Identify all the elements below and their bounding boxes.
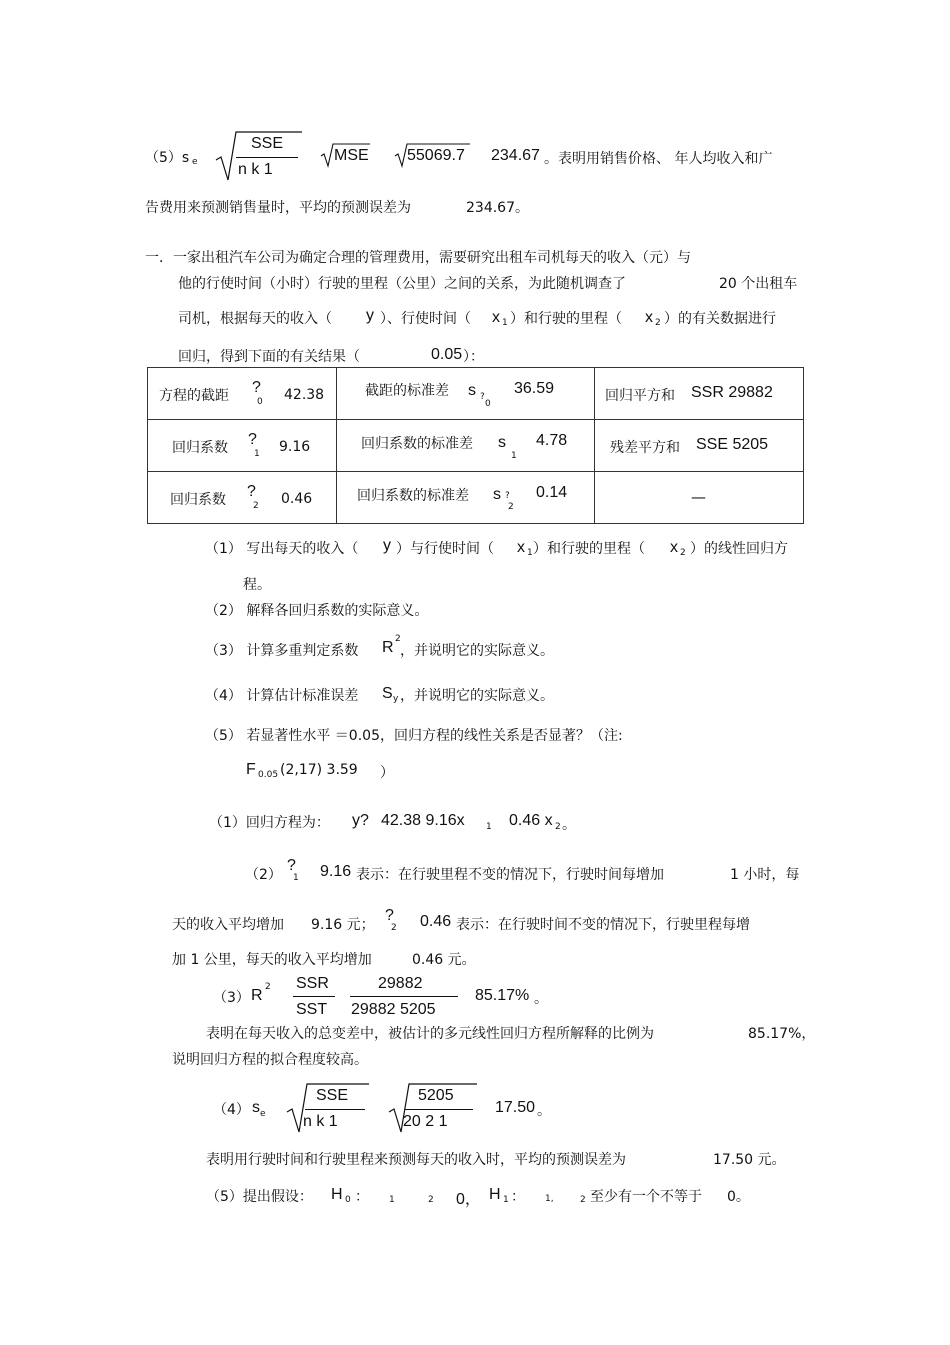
q5-text-a: （5） 若显著性水平 ＝0.05，回归方程的线性关系是否显著？（注:	[205, 728, 623, 744]
problem-var-x1-sub: 1	[502, 318, 508, 328]
coef2-label: 回归系数	[170, 492, 226, 508]
intercept-se-label: 截距的标准差	[365, 383, 449, 399]
problem-line1: 一．一家出租汽车公司为确定合理的管理费用，需要研究出租车司机每天的收入（元）与	[145, 250, 691, 266]
a2-line3-val: 0.46 元。	[412, 952, 476, 968]
q5-F-value: (2,17) 3.59	[280, 762, 358, 778]
beta0-sub: 0	[257, 397, 263, 407]
q1-var-x2: x	[670, 539, 678, 556]
q4-S: S	[382, 685, 393, 702]
table-cell	[337, 472, 595, 524]
a3-den2: 29882 5205	[351, 1001, 436, 1018]
se-symbol: s	[468, 382, 476, 399]
part5-text-after: 。表明用销售价格、 年人均收入和广	[544, 151, 773, 167]
ssr-label: 回归平方和	[605, 388, 675, 404]
a2-text1: 表示：在行驶里程不变的情况下，行驶时间每增加	[356, 867, 664, 883]
a4-num2: 5205	[418, 1087, 454, 1104]
problem-line3a: 司机，根据每天的收入（	[178, 311, 332, 327]
se2-sub-2: 2	[508, 502, 514, 512]
q5-F-sub: 0.05	[258, 770, 279, 780]
q4-S-sub: y	[393, 694, 399, 704]
a5-label: （5）提出假设：	[206, 1189, 313, 1205]
a4-fraction-bar2	[405, 1109, 473, 1110]
se1-sub: 1	[511, 451, 517, 461]
part5-sub-e: e	[192, 157, 198, 167]
part5-line2-value: 234.67。	[466, 200, 529, 216]
coef2-se-value: 0.14	[536, 484, 568, 501]
q3-text-b: ，并说明它的实际意义。	[400, 643, 554, 659]
a1-label: （1）回归方程为：	[209, 815, 330, 831]
a5-H0-sub: 0	[345, 1195, 351, 1205]
a5-text: 至少有一个不等于	[590, 1189, 702, 1205]
coef2-value: 0.46	[281, 491, 313, 507]
a4-fraction-bar1	[305, 1109, 365, 1110]
a2-beta1-sub: 1	[293, 873, 299, 883]
q3-R: R	[382, 639, 394, 656]
q4-text-a: （4） 计算估计标准误差	[205, 688, 359, 704]
intercept-se-value: 36.59	[514, 380, 555, 397]
se-sub-0: 0	[485, 399, 491, 409]
a3-num1: SSR	[296, 975, 329, 992]
coef1-se-label: 回归系数的标准差	[361, 436, 473, 452]
intercept-label: 方程的截距	[159, 388, 229, 404]
a1-yhat: y?	[352, 812, 369, 829]
beta2-symbol: ?	[247, 483, 256, 500]
a3-line3: 说明回归方程的拟合程度较高。	[172, 1052, 368, 1068]
se2-symbol: s	[493, 486, 501, 503]
problem-var-x2-sub: 2	[655, 318, 661, 328]
problem-var-x2: x	[645, 309, 653, 326]
problem-line2b: 20 个出租车	[719, 276, 798, 292]
problem-var-y: y	[366, 307, 374, 324]
a4-s-sub: e	[260, 1109, 266, 1119]
a5-H1-sub: 1	[503, 1195, 509, 1205]
table-cell	[595, 368, 804, 420]
a5-H1: H	[489, 1186, 501, 1203]
a5-colon: ：	[355, 1189, 369, 1205]
se1-symbol: s	[498, 434, 506, 451]
q1-text-d: ）的线性回归方	[690, 541, 788, 557]
a1-sub1: 1	[486, 822, 492, 832]
a2-val2: 0.46	[420, 913, 452, 930]
q3-text-a: （3） 计算多重判定系数	[205, 643, 359, 659]
table-cell	[337, 368, 595, 420]
a3-end: 。	[534, 991, 548, 1007]
a2-label: （2）	[245, 867, 282, 883]
table-row	[148, 472, 804, 524]
a4-line2-val: 17.50 元。	[713, 1152, 786, 1168]
problem-line4a: 回归，得到下面的有关结果（	[178, 349, 360, 365]
table-cell	[148, 368, 337, 420]
empty-dash: —	[691, 488, 706, 506]
part5-label: （5）s	[145, 150, 190, 166]
a3-line2-val: 85.17%，	[748, 1026, 816, 1042]
a3-R-sup: 2	[265, 982, 271, 992]
a1-sub2: 2	[555, 822, 561, 832]
q2-text: （2） 解释各回归系数的实际意义。	[205, 603, 429, 619]
q1-text-a: （1） 写出每天的收入（	[205, 541, 359, 557]
a2-num: 1 小时，每	[730, 867, 800, 883]
a3-label: （3）	[213, 990, 250, 1006]
q5-end: ）	[380, 765, 394, 781]
q3-R-sup: 2	[395, 634, 401, 644]
a3-num2: 29882	[378, 975, 423, 992]
a5-colon2: ：	[511, 1189, 525, 1205]
q5-F: F	[246, 761, 256, 778]
a5-cond1: 1,	[545, 1194, 554, 1204]
frac-denominator-nk1: n k 1	[238, 161, 273, 178]
a5-beta1-sub: 1	[389, 1195, 395, 1205]
a4-label: （4）	[213, 1102, 250, 1118]
a2-line2-val: 9.16 元；	[311, 917, 375, 933]
sse-value: SSE 5205	[696, 436, 769, 453]
problem-line3d: ）的有关数据进行	[664, 311, 776, 327]
a2-beta1: ?	[287, 857, 296, 874]
q1-text-c: ）和行驶的里程（	[533, 541, 645, 557]
problem-line3b: ）、行使时间（	[380, 311, 471, 327]
a1-eq2: 0.46 x	[509, 812, 553, 829]
sse-label: 残差平方和	[610, 440, 680, 456]
a4-num1: SSE	[316, 1087, 349, 1104]
a2-text2: 表示：在行驶时间不变的情况下，行驶里程每增	[456, 917, 750, 933]
q1-var-x1: x	[517, 539, 525, 556]
a3-fraction-bar1	[293, 996, 335, 997]
part5-result: 234.67	[491, 147, 540, 164]
table-row	[148, 368, 804, 420]
se-sub-hat: ?	[480, 392, 485, 402]
q1-text-e: 程。	[243, 577, 271, 593]
problem-var-x1: x	[492, 309, 500, 326]
coef2-se-label: 回归系数的标准差	[357, 488, 469, 504]
problem-line3c: ）和行驶的里程（	[510, 311, 622, 327]
q4-text-b: ，并说明它的实际意义。	[400, 688, 554, 704]
a4-den1: n k 1	[303, 1113, 338, 1130]
a2-beta2-sub: 2	[391, 923, 397, 933]
problem-alpha-value: 0.05	[431, 346, 463, 363]
table-cell	[595, 420, 804, 472]
se2-sub-hat: ?	[505, 491, 510, 501]
a1-eq: 42.38 9.16x	[381, 812, 465, 829]
a2-val1: 9.16	[320, 863, 352, 880]
coef1-value: 9.16	[279, 439, 311, 455]
q1-text-b: ）与行使时间（	[396, 541, 494, 557]
sqrt-value: 55069.7	[407, 147, 465, 164]
a4-line2: 表明用行驶时间和行驶里程来预测每天的收入时，平均的预测误差为	[206, 1152, 626, 1168]
table-row	[148, 420, 804, 472]
ssr-value: SSR 29882	[691, 384, 773, 401]
table-cell	[337, 420, 595, 472]
beta1-symbol: ?	[248, 431, 257, 448]
a4-result: 17.50	[495, 1099, 536, 1116]
part5-line2: 告费用来预测销售量时，平均的预测误差为	[145, 200, 411, 216]
beta0-symbol: ?	[252, 379, 261, 396]
regression-results-table	[147, 367, 804, 524]
a4-end: 。	[537, 1103, 551, 1119]
coef1-label: 回归系数	[172, 440, 228, 456]
q1-var-y: y	[383, 537, 391, 554]
a5-cond2: 2	[580, 1195, 586, 1205]
a5-zero: 0，	[456, 1191, 481, 1208]
a3-line2a: 表明在每天收入的总变差中，被估计的多元线性回归方程所解释的比例为	[206, 1026, 654, 1042]
a5-H0: H	[331, 1186, 343, 1203]
problem-line2a: 他的行使时间（小时）行驶的里程（公里）之间的关系，为此随机调查了	[178, 276, 626, 292]
a2-line2a: 天的收入平均增加	[172, 917, 284, 933]
intercept-value: 42.38	[284, 387, 325, 403]
table-cell	[148, 420, 337, 472]
a1-end: 。	[562, 817, 576, 833]
sqrt-mse: MSE	[334, 147, 369, 164]
a5-beta2-sub: 2	[428, 1195, 434, 1205]
a4-s: s	[252, 1099, 260, 1116]
q1-var-x1-sub: 1	[527, 548, 533, 558]
a5-end: 0。	[727, 1189, 750, 1205]
q1-var-x2-sub: 2	[680, 548, 686, 558]
frac-numerator-sse: SSE	[251, 135, 284, 152]
beta2-sub: 2	[253, 501, 259, 511]
a3-R: R	[251, 987, 263, 1004]
table-cell	[595, 472, 804, 524]
a3-fraction-bar2	[350, 996, 458, 997]
a3-den1: SST	[296, 1001, 328, 1018]
a2-beta2: ?	[385, 907, 394, 924]
coef1-se-value: 4.78	[536, 432, 568, 449]
beta1-sub: 1	[254, 449, 260, 459]
a3-result: 85.17%	[475, 987, 530, 1004]
table-cell	[148, 472, 337, 524]
fraction-bar	[236, 157, 298, 158]
a2-line3: 加 1 公里，每天的收入平均增加	[172, 952, 372, 968]
a4-den2: 20 2 1	[403, 1113, 448, 1130]
problem-line4b: ）：	[463, 349, 484, 365]
